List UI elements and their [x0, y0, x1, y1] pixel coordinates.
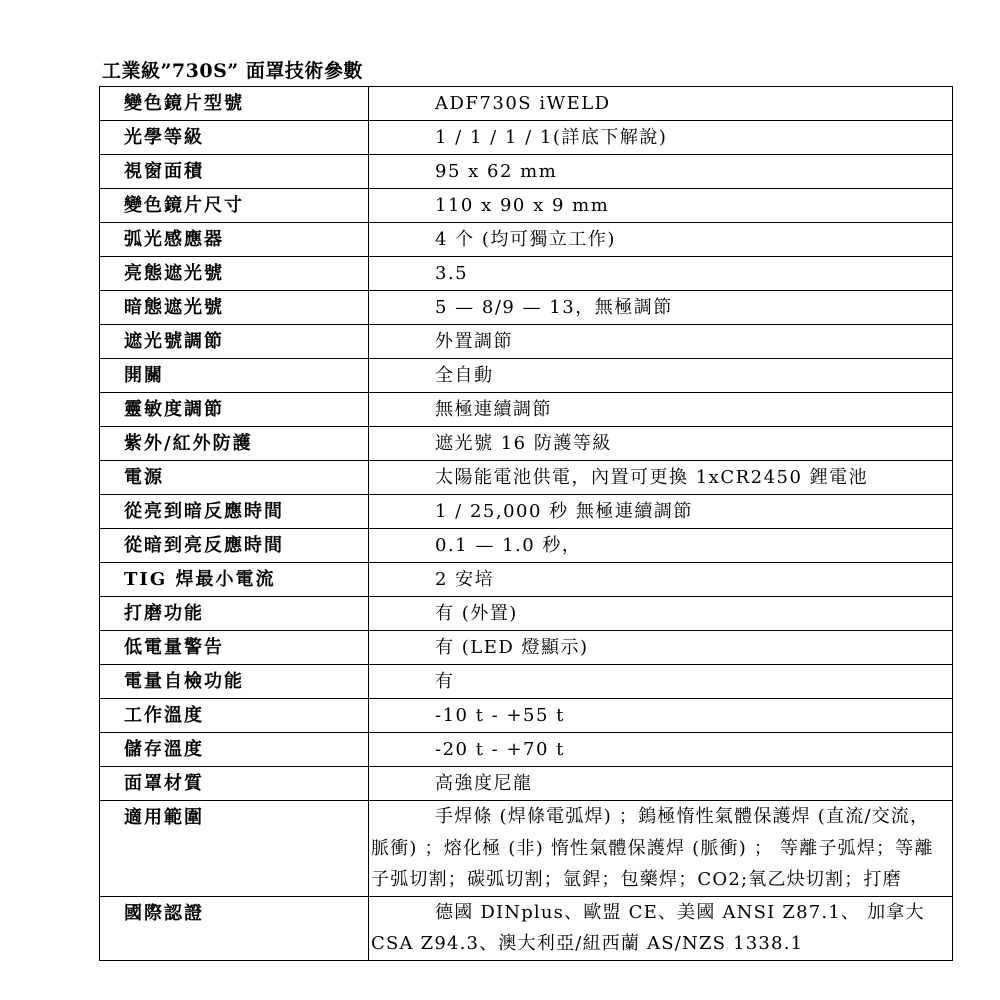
spec-label: 工作溫度	[100, 699, 369, 733]
spec-label: 國際認證	[100, 896, 369, 960]
spec-label: 適用範圍	[100, 801, 369, 897]
table-row	[100, 563, 953, 597]
spec-value: 95 x 62 mm	[369, 155, 953, 189]
spec-value: 全自動	[369, 359, 953, 393]
document-title: 工業級”730S” 面罩技術參數	[102, 60, 363, 82]
spec-value: 外置調節	[369, 325, 953, 359]
spec-label: 電源	[100, 461, 369, 495]
spec-label: 紫外/紅外防護	[100, 427, 369, 461]
spec-label: 靈敏度調節	[100, 393, 369, 427]
spec-value: 有 (LED 燈顯示)	[369, 631, 953, 665]
spec-label: 弧光感應器	[100, 223, 369, 257]
table-row	[100, 223, 953, 257]
spec-label: 打磨功能	[100, 597, 369, 631]
table-row	[100, 325, 953, 359]
spec-label: TIG 焊最小電流	[100, 563, 369, 597]
table-row	[100, 427, 953, 461]
table-row	[100, 257, 953, 291]
table-row	[100, 359, 953, 393]
spec-value: 0.1 — 1.0 秒，	[369, 529, 953, 563]
spec-value: ADF730S iWELD	[369, 87, 953, 121]
spec-label: 從亮到暗反應時間	[100, 495, 369, 529]
spec-value: 太陽能電池供電，內置可更換 1xCR2450 鋰電池	[369, 461, 953, 495]
spec-value: -20 t - +70 t	[369, 733, 953, 767]
table-row	[100, 665, 953, 699]
spec-table	[99, 86, 953, 961]
table-row	[100, 189, 953, 223]
spec-label: 光學等級	[100, 121, 369, 155]
spec-label: 儲存溫度	[100, 733, 369, 767]
table-row	[100, 393, 953, 427]
table-row	[100, 597, 953, 631]
spec-label: 面罩材質	[100, 767, 369, 801]
spec-value: 有	[369, 665, 953, 699]
spec-label: 視窗面積	[100, 155, 369, 189]
spec-label: 低電量警告	[100, 631, 369, 665]
spec-value: 高強度尼龍	[369, 767, 953, 801]
spec-label: 暗態遮光號	[100, 291, 369, 325]
table-row	[100, 291, 953, 325]
table-row	[100, 699, 953, 733]
table-row	[100, 121, 953, 155]
table-row	[100, 733, 953, 767]
spec-value: 1 / 25,000 秒 無極連續調節	[369, 495, 953, 529]
spec-value: 遮光號 16 防護等級	[369, 427, 953, 461]
spec-value: 2 安培	[369, 563, 953, 597]
table-row	[100, 767, 953, 801]
table-row	[100, 529, 953, 563]
table-row	[100, 87, 953, 121]
spec-value: 德國 DINplus、歐盟 CE、美國 ANSI Z87.1、 加拿大 CSA Z94.3、澳大利亞/紐西蘭 AS/NZS 1338.1	[369, 896, 953, 960]
table-row	[100, 495, 953, 529]
table-row	[100, 631, 953, 665]
spec-value: 無極連續調節	[369, 393, 953, 427]
spec-label: 遮光號調節	[100, 325, 369, 359]
spec-label: 從暗到亮反應時間	[100, 529, 369, 563]
spec-label: 變色鏡片尺寸	[100, 189, 369, 223]
spec-label: 變色鏡片型號	[100, 87, 369, 121]
spec-value: 3.5	[369, 257, 953, 291]
spec-value: 5 — 8/9 — 13，無極調節	[369, 291, 953, 325]
spec-value: 1 / 1 / 1 / 1(詳底下解說)	[369, 121, 953, 155]
table-row	[100, 461, 953, 495]
spec-label: 電量自檢功能	[100, 665, 369, 699]
spec-label: 亮態遮光號	[100, 257, 369, 291]
spec-value: 110 x 90 x 9 mm	[369, 189, 953, 223]
spec-label: 開關	[100, 359, 369, 393]
spec-value: 手焊條 (焊條電弧焊) ；鎢極惰性氣體保護焊 (直流/交流，脈衝) ；熔化極 (非) 惰性氣體保護焊 (脈衝) ； 等離子弧焊；等離子弧切割；碳弧切割；氩銲；包藥焊；CO2;氧乙炔切割；打磨	[369, 801, 953, 897]
spec-value: -10 t - +55 t	[369, 699, 953, 733]
table-row	[100, 801, 953, 897]
spec-value: 4 个 (均可獨立工作)	[369, 223, 953, 257]
table-row	[100, 155, 953, 189]
table-row	[100, 896, 953, 960]
spec-value: 有 (外置)	[369, 597, 953, 631]
